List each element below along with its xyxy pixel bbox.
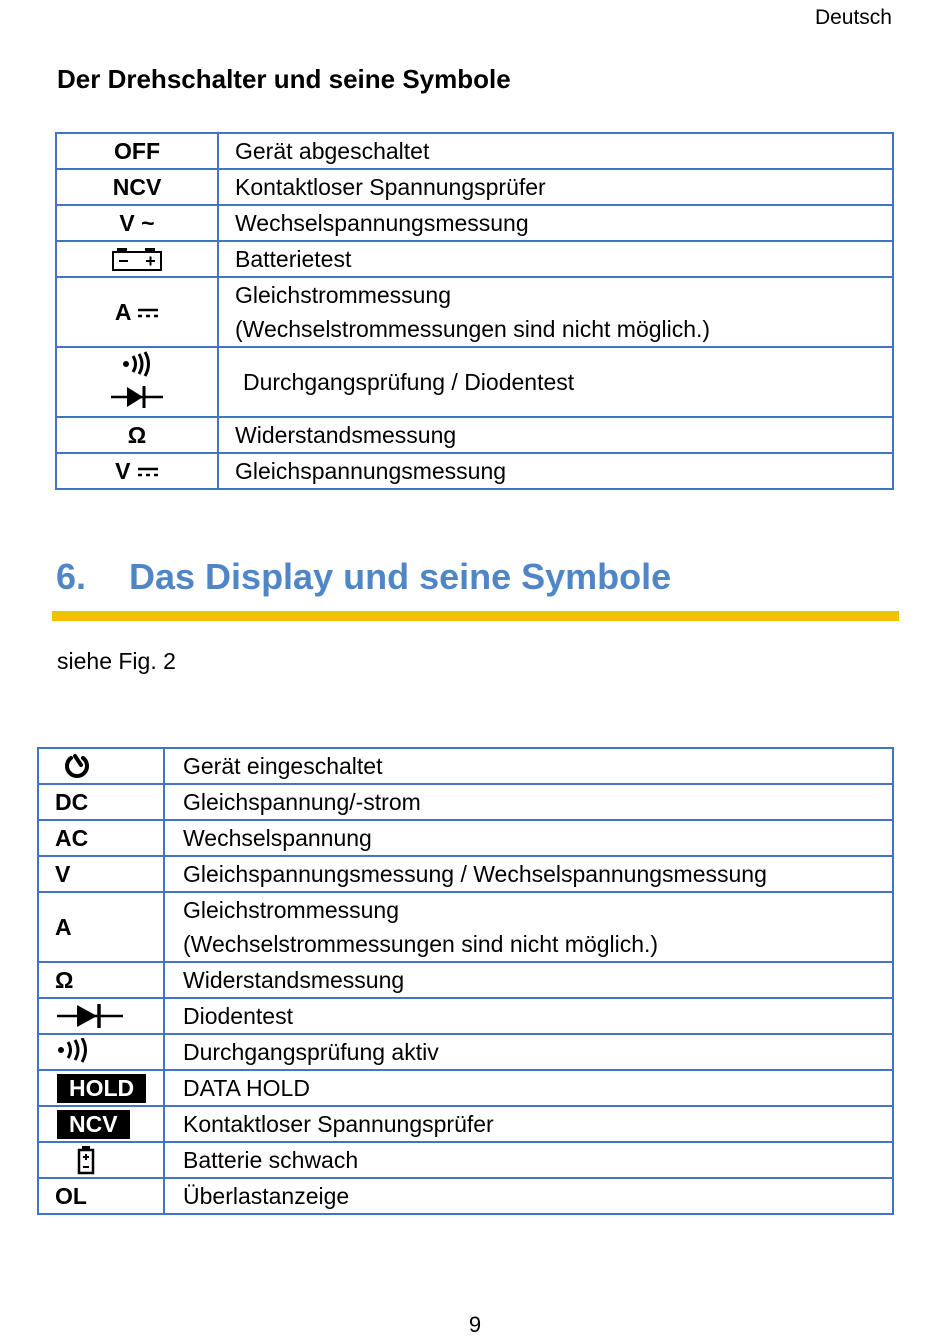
table-row	[56, 453, 893, 489]
description-cell: Durchgangsprüfung / Diodentest	[218, 347, 893, 417]
description-line: Gleichstrommessung	[235, 282, 452, 308]
table-row	[38, 748, 893, 784]
table-row	[38, 820, 893, 856]
description-cell: Durchgangsprüfung aktiv	[164, 1034, 893, 1070]
continuity-icon	[55, 1038, 97, 1066]
description-cell: Gerät eingeschaltet	[164, 748, 893, 784]
symbol-cell	[56, 347, 218, 417]
symbol-cell: OL	[38, 1178, 164, 1214]
display-symbols-table	[37, 747, 894, 1215]
symbol-cell: AC	[38, 820, 164, 856]
rotary-switch-table	[55, 132, 894, 490]
diode-icon	[55, 1002, 125, 1030]
symbol-cell: V ~	[56, 205, 218, 241]
description-line: (Wechselstrommessungen sind nicht möglich.)	[183, 931, 659, 957]
symbol-cell	[56, 241, 218, 277]
description-line: (Wechselstrommessungen sind nicht möglich.)	[235, 316, 711, 342]
symbol-cell: V	[38, 856, 164, 892]
language-label: Deutsch	[814, 6, 892, 29]
chapter-title: Das Display und seine Symbole	[129, 556, 672, 597]
table-row	[56, 241, 893, 277]
description-cell: DATA HOLD	[164, 1070, 893, 1106]
figure-reference: siehe Fig. 2	[57, 648, 176, 674]
dc-symbol-icon	[137, 306, 159, 320]
description-line: Gleichstrommessung	[183, 897, 400, 923]
description-cell	[164, 892, 893, 962]
chapter-heading	[56, 556, 671, 598]
description-cell: Batterietest	[218, 241, 893, 277]
symbol-cell	[38, 998, 164, 1034]
table-row	[38, 1178, 893, 1214]
table-row	[56, 133, 893, 169]
table-row	[56, 417, 893, 453]
page-number: 9	[468, 1312, 482, 1337]
symbol-cell	[38, 1070, 164, 1106]
description-cell: Kontaktloser Spannungsprüfer	[164, 1106, 893, 1142]
table-row	[56, 169, 893, 205]
power-on-icon	[63, 752, 91, 780]
table-row	[38, 784, 893, 820]
heading-underline	[52, 611, 899, 621]
table-row	[56, 205, 893, 241]
symbol-cell	[38, 1106, 164, 1142]
symbol-cell: DC	[38, 784, 164, 820]
description-cell: Wechselspannung	[164, 820, 893, 856]
description-cell: Kontaktloser Spannungsprüfer	[218, 169, 893, 205]
description-cell: Gleichspannungsmessung / Wechselspannungsmessung	[164, 856, 893, 892]
continuity-diode-icon	[109, 351, 165, 413]
battery-low-icon	[77, 1145, 95, 1175]
table-row	[38, 1106, 893, 1142]
description-cell: Gleichspannung/-strom	[164, 784, 893, 820]
symbol-cell: OFF	[56, 133, 218, 169]
table-row	[38, 1142, 893, 1178]
description-cell: Wechselspannungsmessung	[218, 205, 893, 241]
symbol-cell	[38, 748, 164, 784]
symbol-cell	[38, 1142, 164, 1178]
battery-test-icon	[111, 247, 163, 273]
current-symbol: A	[114, 298, 131, 325]
symbol-cell: NCV	[56, 169, 218, 205]
description-cell: Überlastanzeige	[164, 1178, 893, 1214]
description-cell: Widerstandsmessung	[164, 962, 893, 998]
table-row	[56, 277, 893, 347]
symbol-cell: Ω	[56, 417, 218, 453]
symbol-cell	[38, 1034, 164, 1070]
table-row	[38, 856, 893, 892]
symbol-cell	[56, 277, 218, 347]
ncv-indicator: NCV	[57, 1110, 130, 1139]
table-row	[56, 347, 893, 417]
section-title-rotary-switch: Der Drehschalter und seine Symbole	[57, 64, 511, 94]
description-cell: Gerät abgeschaltet	[218, 133, 893, 169]
description-cell: Gleichspannungsmessung	[218, 453, 893, 489]
table-row	[38, 1034, 893, 1070]
table-row	[38, 892, 893, 962]
chapter-number: 6.	[56, 556, 87, 597]
table-row	[38, 998, 893, 1034]
description-cell: Batterie schwach	[164, 1142, 893, 1178]
hold-indicator: HOLD	[57, 1074, 146, 1103]
symbol-cell: A	[38, 892, 164, 962]
description-cell: Widerstandsmessung	[218, 417, 893, 453]
symbol-cell: Ω	[38, 962, 164, 998]
voltage-symbol: V	[115, 457, 131, 484]
description-cell	[218, 277, 893, 347]
description-cell: Diodentest	[164, 998, 893, 1034]
dc-symbol-icon	[137, 465, 159, 479]
table-row	[38, 962, 893, 998]
table-row	[38, 1070, 893, 1106]
symbol-cell	[56, 453, 218, 489]
